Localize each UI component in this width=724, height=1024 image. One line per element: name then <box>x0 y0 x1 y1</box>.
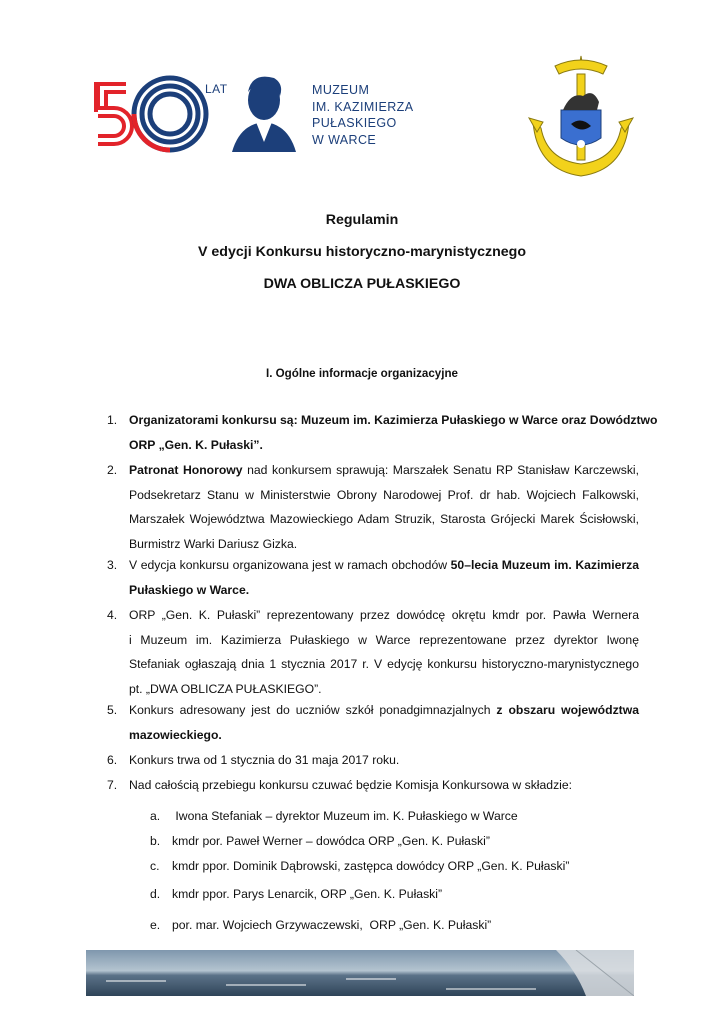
text: Konkurs trwa od 1 stycznia do 31 maja 2017 roku. <box>129 753 400 767</box>
list-item-line <box>129 483 639 508</box>
committee-member-text: kmdr ppor. Parys Lenarcik, ORP „Gen. K. Pułaski” <box>172 887 443 901</box>
text: Stefaniak ogłaszają dnia 1 stycznia 2017 r. V edycję konkursu historyczno-marynistycznego <box>129 657 639 671</box>
committee-member-text: por. mar. Wojciech Grzywaczewski, ORP „Gen. K. Pułaski” <box>172 918 492 932</box>
text: ORP „Gen. K. Pułaski” reprezentowany przez dowódcę okrętu kmdr por. Pawła Wernera <box>129 608 639 622</box>
committee-member-letter: c. <box>150 859 160 873</box>
list-item-line <box>129 507 639 532</box>
committee-member-letter: e. <box>150 918 161 932</box>
list-item-line <box>129 408 658 433</box>
bold-text: ORP „Gen. K. Pułaski”. <box>129 437 263 452</box>
list-item-line <box>129 723 639 748</box>
text: i Muzeum im. Kazimierza Pułaskiego w Warce reprezentowane przez dyrektor Iwonę <box>129 632 639 647</box>
committee-member <box>150 806 518 826</box>
text: Konkurs adresowany jest do uczniów szkół ponadgimnazjalnych <box>129 703 497 717</box>
bold-text: Organizatorami konkursu są: Muzeum im. Kazimierza Pułaskiego w Warce oraz Dowództwo <box>129 413 658 427</box>
list-item-line <box>129 698 639 723</box>
sea-photo-footer <box>86 950 634 996</box>
museum-name-line: PUŁASKIEGO <box>312 116 397 130</box>
committee-member <box>150 831 490 851</box>
list-item-line <box>129 603 639 628</box>
list-item-line <box>129 433 639 458</box>
museum-name-line: W WARCE <box>312 132 377 147</box>
list-item-line <box>129 553 639 578</box>
document-title: Regulamin <box>325 212 399 228</box>
text: Marszałek Województwa Mazowieckiego Adam Struzik, Starosta Grójecki Marek Ścisłowski, <box>129 512 639 526</box>
museum-name-line: IM. KAZIMIERZA <box>312 99 414 114</box>
committee-member-letter: b. <box>150 834 161 848</box>
list-item-number: 5. <box>107 703 118 717</box>
bold-text: 50–lecia Muzeum im. Kazimierza <box>450 558 639 572</box>
bold-text: Patronat Honorowy <box>129 463 243 477</box>
list-item-number: 1. <box>107 413 118 427</box>
list-item-line <box>129 628 639 653</box>
committee-member-letter: d. <box>150 887 161 901</box>
bold-text: Pułaskiego w Warce. <box>129 582 250 597</box>
list-item-number: 3. <box>107 558 118 572</box>
committee-member-text: kmdr por. Paweł Werner – dowódca ORP „Gen. K. Pułaski” <box>172 834 490 848</box>
list-item-number: 7. <box>107 778 118 792</box>
museum-name <box>312 82 413 148</box>
list-item-line <box>129 578 639 603</box>
section-heading: I. Ogólne informacje organizacyjne <box>266 367 458 380</box>
competition-name: DWA OBLICZA PUŁASKIEGO <box>263 276 461 292</box>
naval-anchor-emblem-icon <box>527 52 635 187</box>
text: V edycja konkursu organizowana jest w ramach obchodów <box>129 558 451 572</box>
committee-member <box>150 856 569 876</box>
list-item-line <box>129 773 639 798</box>
committee-member-text: Iwona Stefaniak – dyrektor Muzeum im. K. Pułaskiego w Warce <box>172 809 518 823</box>
lat-label: LAT <box>205 82 228 96</box>
bold-text: z obszaru województwa <box>496 703 639 717</box>
museum-name-line: MUZEUM <box>312 83 370 97</box>
list-item-number: 4. <box>107 608 118 622</box>
list-item-line <box>129 652 639 677</box>
committee-member <box>150 884 442 904</box>
text: Podsekretarz Stanu w Ministerstwie Obrony Narodowej Prof. dr hab. Wojciech Falkowski, <box>129 487 639 502</box>
text: Burmistrz Warki Dariusz Gizka. <box>129 536 298 551</box>
bold-text: mazowieckiego. <box>129 727 222 742</box>
list-item-line <box>129 458 639 483</box>
committee-member-letter: a. <box>150 809 161 823</box>
list-item-number: 6. <box>107 753 118 767</box>
text: nad konkursem sprawują: Marszałek Senatu RP Stanisław Karczewski, <box>242 463 640 477</box>
document-subtitle: V edycji Konkursu historyczno-marynistycznego <box>198 244 526 260</box>
text: pt. „DWA OBLICZA PUŁASKIEGO”. <box>129 681 322 696</box>
committee-member-text: kmdr ppor. Dominik Dąbrowski, zastępca dowódcy ORP „Gen. K. Pułaski” <box>172 859 570 873</box>
list-item-line <box>129 748 639 773</box>
list-item-number: 2. <box>107 463 118 477</box>
committee-member <box>150 915 491 935</box>
pulaski-portrait-icon <box>232 77 296 152</box>
text: Nad całością przebiegu konkursu czuwać będzie Komisja Konkursowa w składzie: <box>129 778 573 792</box>
